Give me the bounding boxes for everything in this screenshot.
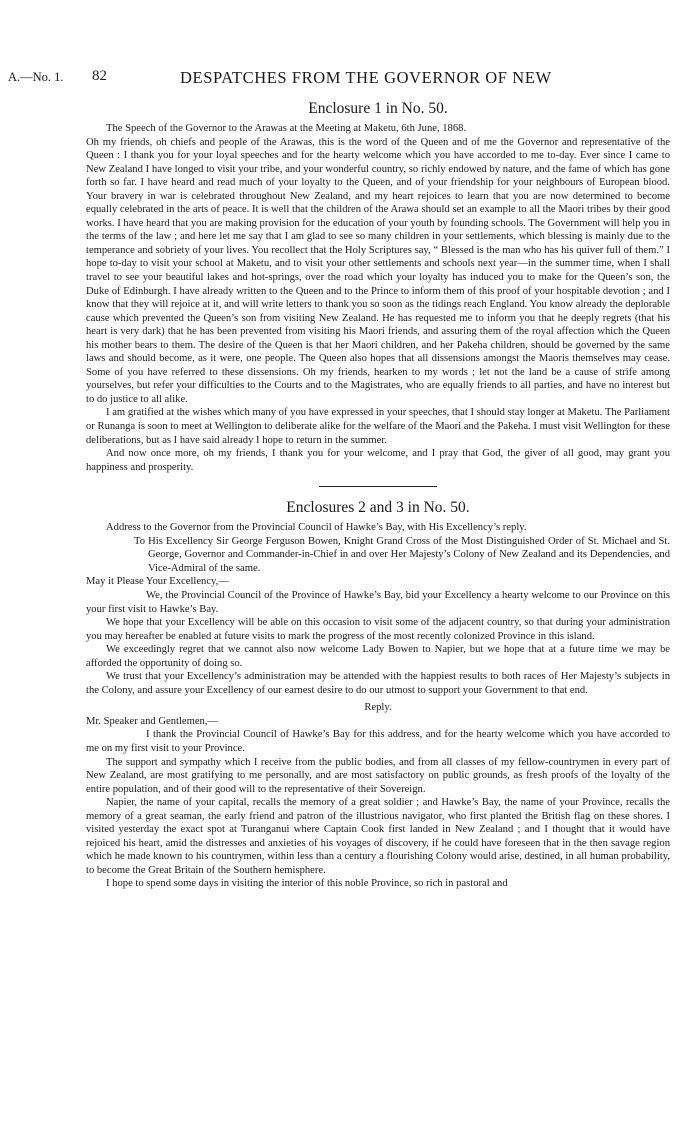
address-paragraph: We exceedingly regret that we cannot also now welcome Lady Bowen to Napier, but we hope that at a future time we may be afforded the opportunity of doing so. xyxy=(86,644,670,669)
speech-paragraph: And now once more, oh my friends, I thank you for your welcome, and I pray that God, the giver of all good, may grant you happiness and prosperity. xyxy=(86,448,670,473)
enclosure-1-caption: The Speech of the Governor to the Arawas at the Meeting at Maketu, 6th June, 1868. xyxy=(106,123,467,134)
enclosure-1-heading: Enclosure 1 in No. 50. xyxy=(308,100,448,117)
reply-paragraph: The support and sympathy which I receive from the public bodies, and from all classes of my fellow-countrymen in every part of New Zealand, are most gratifying to me personally, and are most satisfactory on public grounds, as fresh proofs of the loyalty of the entire population, and of their good will to the representative of their Sovereign. xyxy=(86,756,670,795)
address-addressee: To His Excellency Sir George Ferguson Bowen, Knight Grand Cross of the Most Distinguished Order of St. Michael and St. George, Governor and Commander-in-Chief in and over Her Majesty’s Colony of New Zealand and its Dependencies, and Vice-Admiral of the same. xyxy=(134,535,670,574)
speech-paragraph: I am gratified at the wishes which many of you have expressed in your speeches, that I should stay longer at Maketu. The Parliament or Runanga is soon to meet at Wellington to deliberate alike for the welfare of the Maori and the Pakeha. I must visit Wellington for these deliberations, but as I have said already I hope to return in the summer. xyxy=(86,407,670,446)
page-body xyxy=(86,100,670,891)
reply-paragraph: I thank the Provincial Council of Hawke’s Bay for this address, and for the hearty welcome which you have accorded to me on my first visit to your Province. xyxy=(86,729,670,754)
document-reference: A.—No. 1. xyxy=(8,70,64,84)
reply-paragraph: Napier, the name of your capital, recalls the memory of a great soldier ; and Hawke’s Bay, the name of your Province, recalls the memory of a great seaman, the early friend and patron of the illustrious navigator, who first planted the British flag on these shores. I visited yesterday the exact spot at Turanganui where Captain Cook first landed in New Zealand ; and I thought that it would have rejoiced his heart, amid the distresses and anxieties of his voyages of discovery, if he could have foreseen that in the then savage region which he made known to his countrymen, within less than a century a flourishing Colony would arise, destined, in all human probability, to become the Great Britain of the Southern hemisphere. xyxy=(86,797,670,876)
address-paragraph: We, the Provincial Council of the Province of Hawke’s Bay, bid your Excellency a hearty welcome to our Province on this your first visit to Hawke’s Bay. xyxy=(86,589,670,615)
reply-heading: Reply. xyxy=(364,702,392,714)
address-paragraph: We trust that your Excellency’s administration may be attended with the happiest results to both races of Her Majesty’s subjects in the Colony, and assure your Excellency of our earnest desire to do our utmost to support your Government to that end. xyxy=(86,671,670,696)
enclosures-2-3-heading: Enclosures 2 and 3 in No. 50. xyxy=(286,499,470,517)
address-salutation: May it Please Your Excellency,— xyxy=(86,576,229,588)
address-paragraph: We hope that your Excellency will be able on this occasion to visit some of the adjacent country, so that during your administration you may hereafter be enabled at future visits to mark the progress of the most recently colonized Province in this island. xyxy=(86,617,670,642)
page-header xyxy=(8,68,692,90)
running-title: DESPATCHES FROM THE GOVERNOR OF NEW xyxy=(180,68,552,87)
section-divider xyxy=(319,486,437,487)
reply-salutation: Mr. Speaker and Gentlemen,— xyxy=(86,715,219,727)
reply-paragraph: I hope to spend some days in visiting the interior of this noble Province, so rich in pastoral and xyxy=(106,878,508,890)
enclosures-2-3-caption: Address to the Governor from the Provincial Council of Hawke’s Bay, with His Excellency’s reply. xyxy=(106,522,527,534)
page-number: 82 xyxy=(92,68,107,84)
speech-paragraph: Oh my friends, oh chiefs and people of the Arawas, this is the word of the Queen and of me the Governor and representative of the Queen : I thank you for your loyal speeches and for the hearty welcome which you have accorded to me to-day. Ever since I came to New Zealand I have longed to visit your tribe, and your wonderful country, so richly endowed by nature, and the fame of which has gone forth so far. I have heard and read much of your loyalty to the Queen, and of your friendship for your neighbours of European blood. Your bravery in war is celebrated throughout New Zealand, and my heart rejoices to learn that you are now determined to become equally celebrated in the arts of peace. It is well that the children of the Arawa should set an example to all the Maori tribes by their good works. I have heard that you are making provision for the education of your youth by founding schools. The Government will help you in the terms of the law ; and here let me say that I am glad to see so many children in your settlements, which blessing is mainly due to the temperance and sobriety of your lives. You recollect that the Holy Scriptures say, “ Blessed is the man who has his quiver full of them.” I hope to-day to visit your school at Maketu, and to visit your other settlements and schools next year—in the summer time, when I shall travel to see your beautiful lakes and hot-springs, over the road which your loyalty has induced you to make for the Queen’s son, the Duke of Edinburgh. I have already written to the Queen and to the Prince to inform them of this proof of your hospitable devotion ; and I know that they will rejoice at it, and will write letters to thank you so soon as the tidings reach England. You know already the deplorable cause which prevented the Queen’s son from visiting New Zealand. He has requested me to inform you that he deeply regrets (that his heart is very dark) that he has been prevented from visiting his Maori friends, and assuring them of the royal affection which the Queen his mother bears to them. The desire of the Queen is that her Maori children, and her Pakeha children, should be governed by the same laws and should become, as it were, one people. The Queen also hopes that all dissensions amongst the Maoris themselves may cease. Some of you have referred to these dissensions. Oh my friends, hearken to my words ; let not the land be a cause of strife among yourselves, but refer your difficulties to the Courts and to the Magistrates, who are equally friends to all parties, and have no interest but to do justice to all alike. xyxy=(86,136,670,405)
